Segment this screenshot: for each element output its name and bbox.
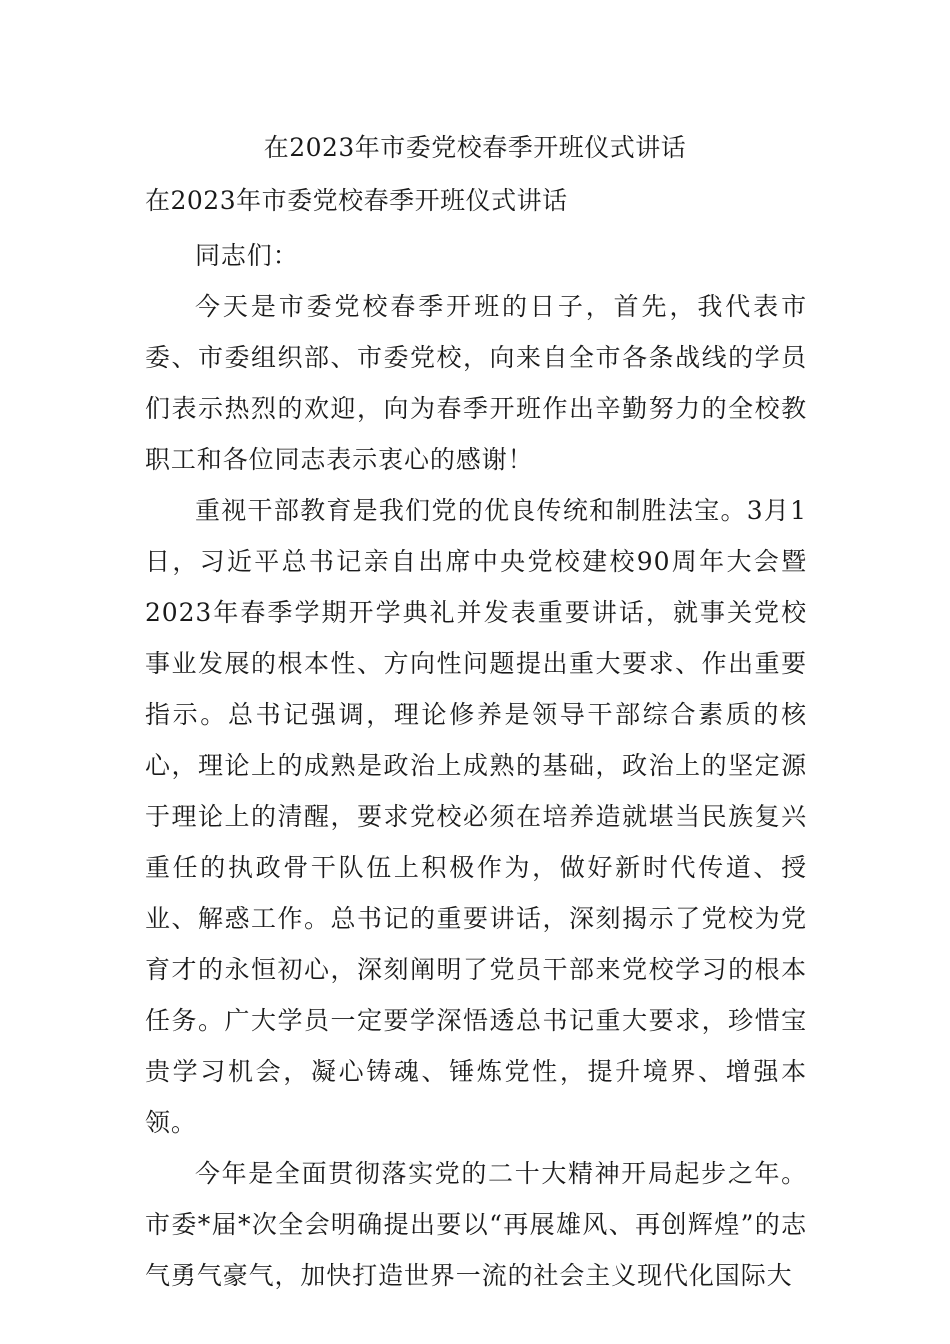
- education-paragraph: 重视干部教育是我们党的优良传统和制胜法宝。3月1日，习近平总书记亲自出席中央党校建校90周年大会暨2023年春季学期开学典礼并发表重要讲话，就事关党校事业发展的根本性、方向性问题提出重大要求、作出重要指示。总书记强调，理论修养是领导干部综合素质的核心，理论上的成熟是政治上成熟的基础，政治上的坚定源于理论上的清醒，要求党校必须在培养造就堪当民族复兴重任的执政骨干队伍上积极作为，做好新时代传道、授业、解惑工作。总书记的重要讲话，深刻揭示了党校为党育才的永恒初心，深刻阐明了党员干部来党校学习的根本任务。广大学员一定要学深悟透总书记重大要求，珍惜宝贵学习机会，凝心铸魂、锤炼党性，提升境界、增强本领。: [145, 496, 807, 1137]
- document-body: [145, 230, 807, 1301]
- salutation-paragraph: 同志们：: [195, 241, 299, 270]
- congress-paragraph: 今年是全面贯彻落实党的二十大精神开局起步之年。市委*届*次全会明确提出要以“再展雄风、再创辉煌”的志气勇气豪气，加快打造世界一流的社会主义现代化国际大: [145, 1159, 807, 1290]
- document-title: 在2023年市委党校春季开班仪式讲话: [263, 133, 687, 162]
- document-subtitle: 在2023年市委党校春季开班仪式讲话: [145, 186, 568, 215]
- welcome-paragraph: 今天是市委党校春季开班的日子，首先，我代表市委、市委组织部、市委党校，向来自全市各条战线的学员们表示热烈的欢迎，向为春季开班作出辛勤努力的全校教职工和各位同志表示衷心的感谢！: [145, 292, 807, 474]
